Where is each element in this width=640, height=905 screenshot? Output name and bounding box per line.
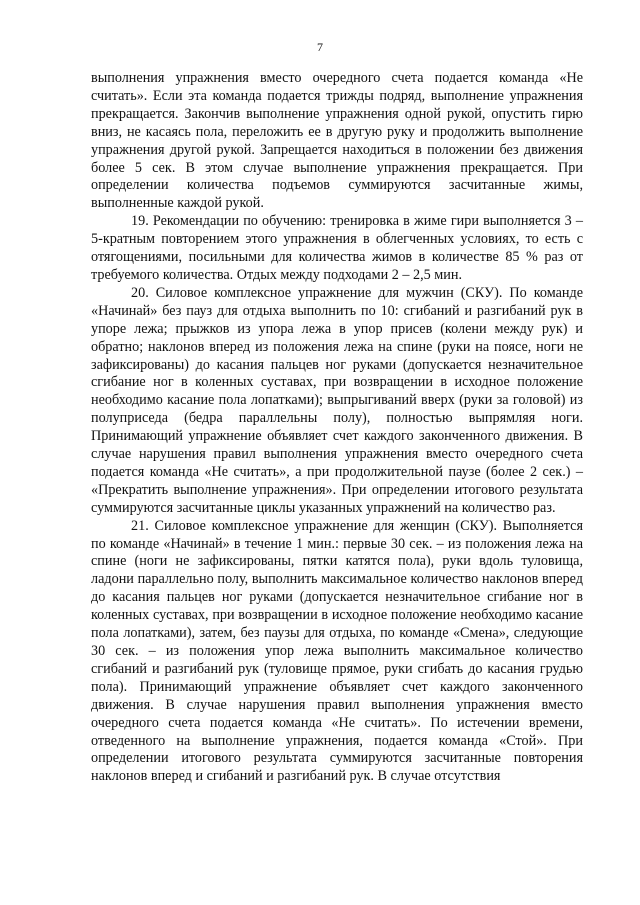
paragraph-item-21: 21. Силовое комплексное упражнение для женщин (СКУ). Выполняется по команде «Начинай» в течение 1 мин.: первые 30 сек. – из положения лежа на спине (ноги не зафиксированы, пятки катятся пола), руки вдоль туловища, ладони параллельно полу, выполнить максимальное количество наклонов вперед до касания пальцев ног руками (допускается незначительное сгибание ног в коленных суставах, при возвращении в исходное положение необходимо касание пола лопатками), затем, без паузы для отдыха, по команде «Смена», следующие 30 сек. – из положения упор лежа выполнить максимальное количество сгибаний и разгибаний рук (туловище прямое, руки сгибать до касания грудью пола). Принимающий упражнение объявляет счет каждого законченного движения. В случае нарушения правил выполнения упражнения вместо очередного счета подается команда «Не считать». По истечении времени, отведенного на выполнение упражнения, подается команда «Стой». При определении итогового результата суммируются засчитанные повторения наклонов вперед и сгибаний и разгибаний рук. В случае отсутствия [91,517,583,785]
page-body [91,70,583,786]
page-number: 7 [317,40,323,54]
paragraph-continuation: выполнения упражнения вместо очередного счета подается команда «Не считать». Если эта команда подается трижды подряд, выполнение упражнения прекращается. Закончив выполнение упражнения одной рукой, опустить гирю вниз, не касаясь пола, переложить ее в другую руку и продолжить выполнение упражнения другой рукой. Запрещается находиться в положении без движения более 5 сек. В этом случае выполнение упражнения прекращается. При определении количества подъемов суммируются засчитанные жимы, выполненные каждой рукой. [91,70,583,212]
paragraph-item-19: 19. Рекомендации по обучению: тренировка в жиме гири выполняется 3 – 5-кратным повторением этого упражнения в облегченных условиях, то есть с отягощениями, посильными для количества жимов в количестве 85 % раз от требуемого количества. Отдых между подходами 2 – 2,5 мин. [91,213,583,283]
paragraph-item-20: 20. Силовое комплексное упражнение для мужчин (СКУ). По команде «Начинай» без пауз для отдыха выполнить по 10: сгибаний и разгибаний рук в упоре лежа; прыжков из упора лежа в упор присев (колени между рук) и обратно; наклонов вперед из положения лежа на спине (руки на поясе, ноги не зафиксированы) до касания пальцев ног руками (допускается незначительное сгибание ног в коленных суставах, при возвращении в исходное положение необходимо касание пола лопатками); выпрыгиваний вверх (руки за головой) из полуприседа (бедра параллельны полу), полностью выпрямляя ноги. Принимающий упражнение объявляет счет каждого законченного движения. В случае нарушения правил выполнения упражнения вместо очередного счета подается команда «Не считать», а при продолжительной паузе (более 2 сек.) – «Прекратить выполнение упражнения». При определении итогового результата суммируются засчитанные циклы указанных упражнений на количество раз. [91,284,583,516]
